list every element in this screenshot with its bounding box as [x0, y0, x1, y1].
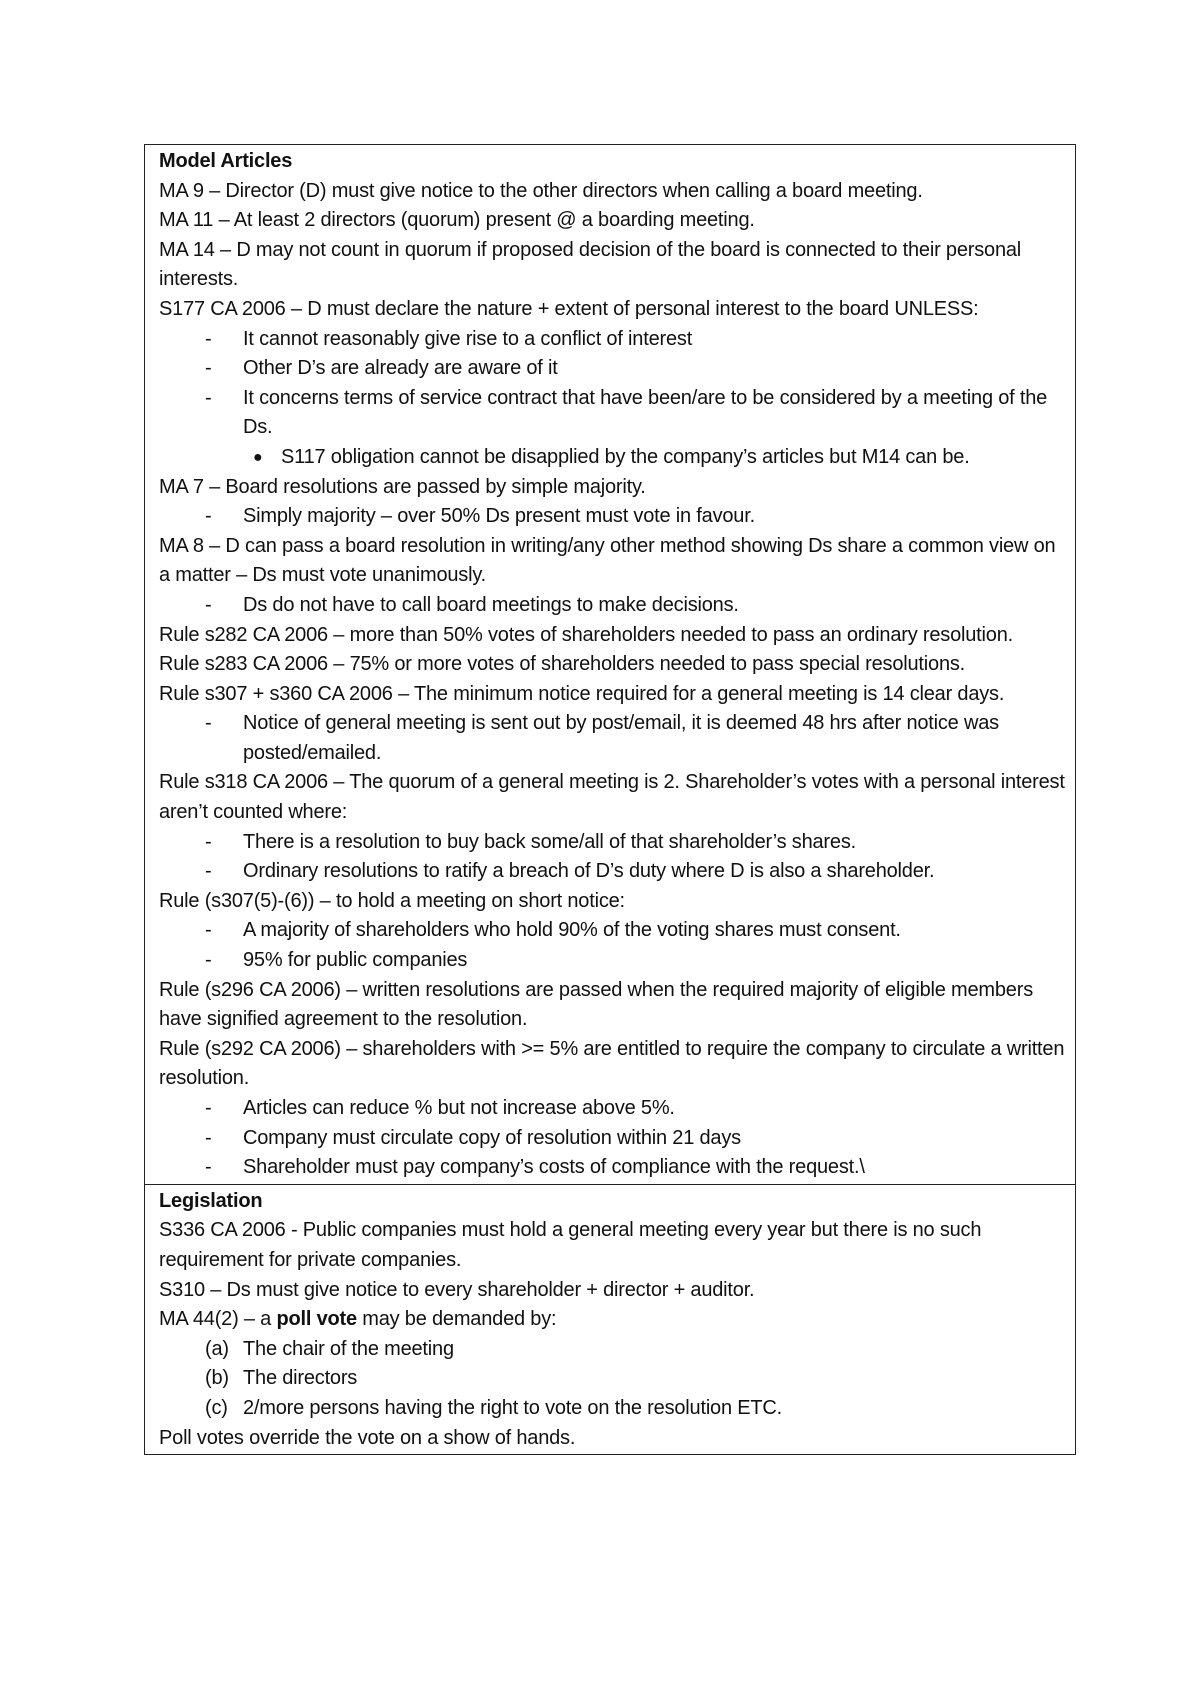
ma44-text	[159, 1305, 1069, 1335]
s282-text: Rule s282 CA 2006 – more than 50% votes of shareholders needed to pass an ordinary resolution.	[159, 623, 1013, 646]
ma9-text: MA 9 – Director (D) must give notice to the other directors when calling a board meeting.	[159, 179, 923, 202]
list-item	[159, 916, 1069, 946]
list-item	[159, 946, 1069, 976]
list-item	[159, 354, 1069, 384]
s307-text: Rule s307 + s360 CA 2006 – The minimum notice required for a general meeting is 14 clear days.	[159, 682, 1005, 705]
list-item	[159, 709, 1069, 768]
ma14-text: MA 14 – D may not count in quorum if proposed decision of the board is connected to their personal interests.	[159, 238, 1027, 291]
list-marker: (c)	[205, 1396, 228, 1419]
dash-marker: -	[205, 357, 212, 380]
list-item	[159, 1394, 1069, 1424]
list-item	[159, 443, 1069, 473]
notes-table	[144, 144, 1076, 1455]
list-item-text: A majority of shareholders who hold 90% of the voting shares must consent.	[243, 919, 901, 942]
s336-text: S336 CA 2006 - Public companies must hold a general meeting every year but there is no such requirement for private companies.	[159, 1219, 987, 1271]
list-item-text: Other D’s are already are aware of it	[243, 357, 558, 380]
model-articles-heading: Model Articles	[159, 150, 293, 172]
ma8-text: MA 8 – D can pass a board resolution in writing/any other method showing Ds share a common view on a matter – Ds must vote unanimously.	[159, 534, 1061, 587]
list-item	[159, 1153, 1069, 1183]
dash-marker: -	[205, 505, 212, 528]
ma44-prefix: MA 44(2) – a	[159, 1308, 277, 1331]
list-item	[159, 1335, 1069, 1365]
list-item-text: Notice of general meeting is sent out by post/email, it is deemed 48 hrs after notice was posted/emailed.	[243, 712, 999, 764]
list-item	[159, 502, 1069, 532]
legislation-heading: Legislation	[159, 1189, 263, 1212]
list-item	[159, 1094, 1069, 1124]
dash-marker: -	[205, 1156, 212, 1179]
list-item-text: Simply majority – over 50% Ds present must vote in favour.	[243, 505, 755, 528]
s310-text: S310 – Ds must give notice to every shareholder + director + auditor.	[159, 1278, 755, 1301]
ma44-suffix: may be demanded by:	[356, 1308, 557, 1331]
list-item	[159, 1124, 1069, 1154]
list-item-text: Ds do not have to call board meetings to make decisions.	[243, 593, 739, 616]
dash-marker: -	[205, 830, 212, 853]
list-item-text: It cannot reasonably give rise to a conflict of interest	[243, 327, 693, 350]
list-marker: (b)	[205, 1367, 229, 1390]
list-item	[159, 828, 1069, 858]
list-item-text: 2/more persons having the right to vote on the resolution ETC.	[243, 1396, 783, 1419]
list-item	[159, 591, 1069, 621]
model-articles-cell	[145, 145, 1075, 1184]
legislation-cell	[145, 1184, 1075, 1454]
dash-marker: -	[205, 919, 212, 942]
s307-5-text: Rule (s307(5)-(6)) – to hold a meeting on short notice:	[159, 889, 625, 912]
list-item-text: The chair of the meeting	[243, 1337, 454, 1360]
list-item-text: S117 obligation cannot be disapplied by the company’s articles but M14 can be.	[281, 445, 970, 468]
list-item-text: 95% for public companies	[243, 949, 468, 972]
s296-text: Rule (s296 CA 2006) – written resolutions are passed when the required majority of eligible members have signified agreement to the resolution.	[159, 978, 1039, 1031]
list-item-text: Company must circulate copy of resolution within 21 days	[243, 1126, 741, 1149]
dash-marker: -	[205, 593, 212, 616]
list-item-text: The directors	[243, 1367, 358, 1390]
dash-marker: -	[205, 712, 212, 735]
dash-marker: -	[205, 1097, 212, 1119]
dash-marker: -	[205, 860, 212, 883]
dash-marker: -	[205, 386, 212, 409]
ma11-text: MA 11 – At least 2 directors (quorum) present @ a boarding meeting.	[159, 209, 755, 232]
list-item-text: Ordinary resolutions to ratify a breach of D’s duty where D is also a shareholder.	[243, 860, 935, 883]
s177-text: S177 CA 2006 – D must declare the nature + extent of personal interest to the board UNLESS:	[159, 297, 979, 320]
dash-marker: -	[205, 327, 212, 350]
list-item-text: It concerns terms of service contract that have been/are to be considered by a meeting of the Ds.	[243, 386, 1048, 439]
dash-marker: -	[205, 1126, 212, 1149]
list-item-text: Shareholder must pay company’s costs of compliance with the request.\	[243, 1156, 865, 1179]
list-marker: (a)	[205, 1337, 229, 1360]
dash-marker: -	[205, 949, 212, 972]
list-item	[159, 325, 1069, 355]
poll-override-text: Poll votes override the vote on a show of hands.	[159, 1426, 576, 1449]
list-item	[159, 1364, 1069, 1394]
bullet-icon: ●	[253, 448, 263, 466]
s318-text: Rule s318 CA 2006 – The quorum of a general meeting is 2. Shareholder’s votes with a personal interest aren’t counted where:	[159, 771, 1071, 824]
list-item	[159, 857, 1069, 887]
list-item	[159, 384, 1069, 443]
poll-vote-term: poll vote	[276, 1308, 357, 1331]
list-item-text: There is a resolution to buy back some/all of that shareholder’s shares.	[243, 830, 856, 853]
ma7-text: MA 7 – Board resolutions are passed by simple majority.	[159, 475, 646, 498]
list-item-text: Articles can reduce % but not increase above 5%.	[243, 1097, 675, 1119]
s292-text: Rule (s292 CA 2006) – shareholders with >= 5% are entitled to require the company to circulate a written resolution.	[159, 1037, 1070, 1090]
s283-text: Rule s283 CA 2006 – 75% or more votes of shareholders needed to pass special resolutions.	[159, 653, 966, 676]
